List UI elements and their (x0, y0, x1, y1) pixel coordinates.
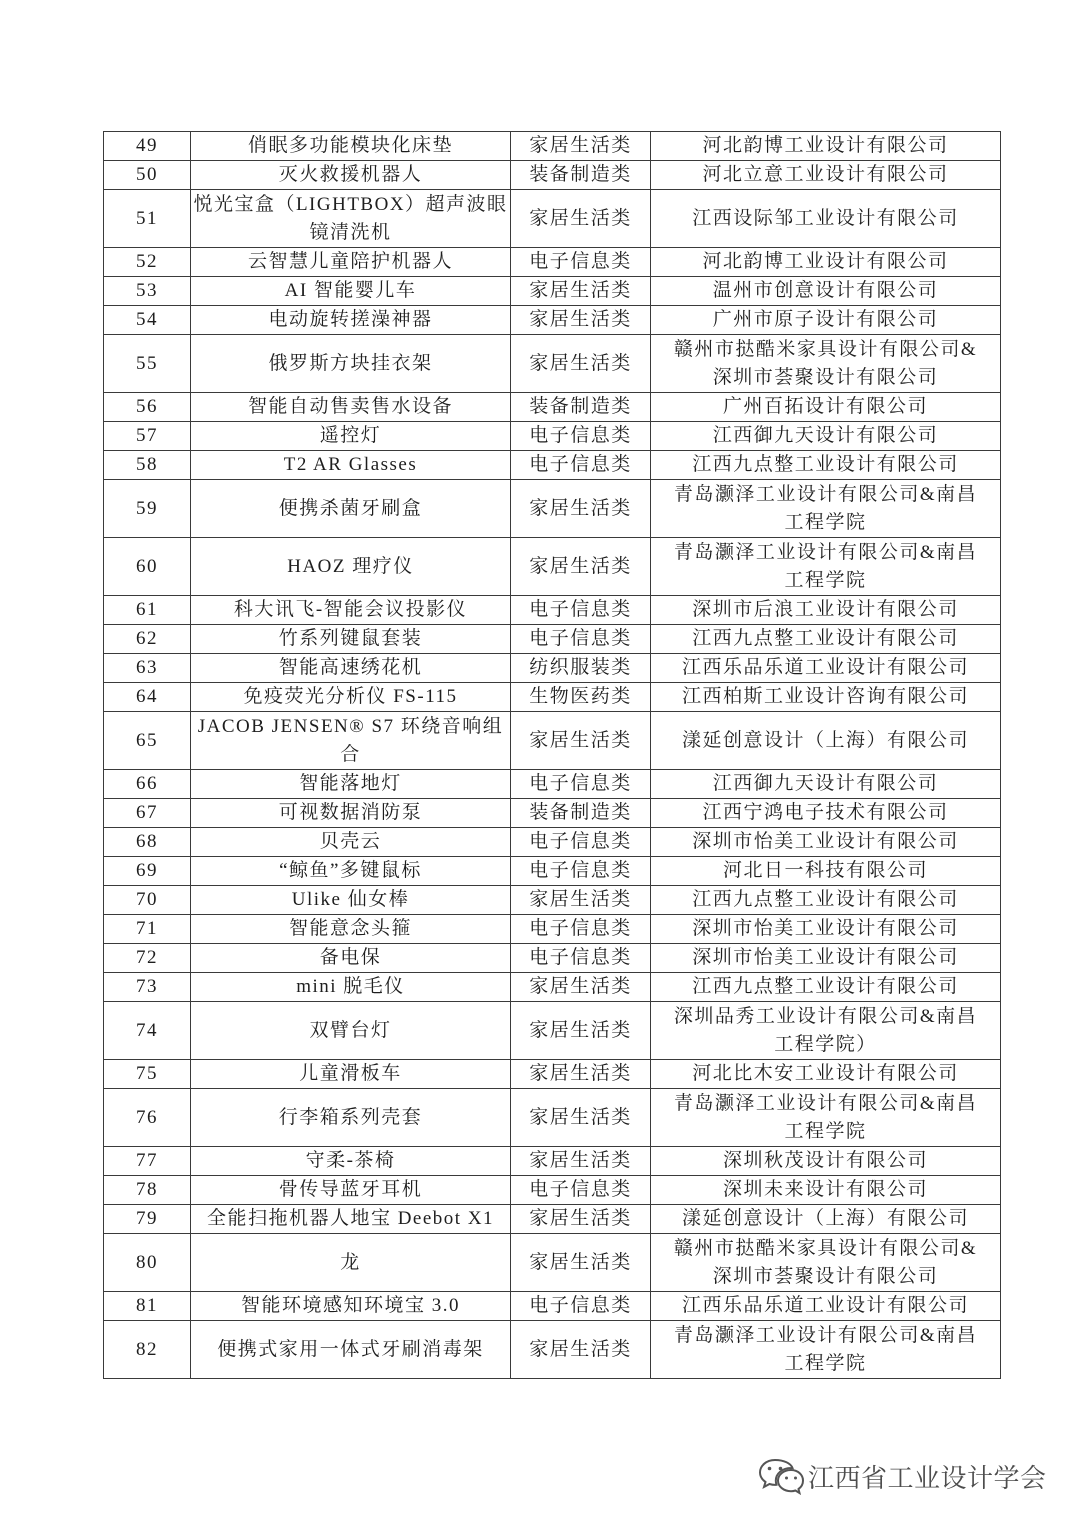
row-number-cell: 51 (104, 190, 191, 248)
company-cell: 广州百拓设计有限公司 (651, 393, 1001, 422)
company-cell: 河北比木安工业设计有限公司 (651, 1060, 1001, 1089)
category-cell: 电子信息类 (511, 828, 651, 857)
row-number-cell: 81 (104, 1292, 191, 1321)
company-cell: 江西乐品乐道工业设计有限公司 (651, 654, 1001, 683)
category-cell: 家居生活类 (511, 1205, 651, 1234)
product-name-cell: 守柔-茶椅 (191, 1147, 511, 1176)
company-cell: 江西柏斯工业设计咨询有限公司 (651, 683, 1001, 712)
row-number-cell: 68 (104, 828, 191, 857)
product-name-cell: 俏眠多功能模块化床垫 (191, 132, 511, 161)
company-cell: 江西九点整工业设计有限公司 (651, 625, 1001, 654)
product-name-cell: 备电保 (191, 944, 511, 973)
table-row (104, 161, 1001, 190)
company-cell: 深圳秋茂设计有限公司 (651, 1147, 1001, 1176)
product-name-cell: 悦光宝盒（LIGHTBOX）超声波眼镜清洗机 (191, 190, 511, 248)
company-cell: 深圳市怡美工业设计有限公司 (651, 915, 1001, 944)
table-row (104, 1089, 1001, 1147)
product-name-cell: 灭火救援机器人 (191, 161, 511, 190)
table-row (104, 190, 1001, 248)
table-row (104, 625, 1001, 654)
category-cell: 装备制造类 (511, 161, 651, 190)
category-cell: 电子信息类 (511, 422, 651, 451)
company-cell: 江西九点整工业设计有限公司 (651, 451, 1001, 480)
table-row (104, 915, 1001, 944)
company-cell: 深圳未来设计有限公司 (651, 1176, 1001, 1205)
category-cell: 家居生活类 (511, 1147, 651, 1176)
product-name-cell: 龙 (191, 1234, 511, 1292)
row-number-cell: 77 (104, 1147, 191, 1176)
product-name-cell: 俄罗斯方块挂衣架 (191, 335, 511, 393)
product-name-cell: 儿童滑板车 (191, 1060, 511, 1089)
company-cell: 江西设际邹工业设计有限公司 (651, 190, 1001, 248)
table-row (104, 828, 1001, 857)
company-cell: 青岛灏泽工业设计有限公司&南昌工程学院 (651, 538, 1001, 596)
product-name-cell: mini 脱毛仪 (191, 973, 511, 1002)
row-number-cell: 76 (104, 1089, 191, 1147)
row-number-cell: 54 (104, 306, 191, 335)
company-cell: 漾延创意设计（上海）有限公司 (651, 712, 1001, 770)
row-number-cell: 69 (104, 857, 191, 886)
row-number-cell: 55 (104, 335, 191, 393)
category-cell: 电子信息类 (511, 770, 651, 799)
table-row (104, 1060, 1001, 1089)
category-cell: 家居生活类 (511, 480, 651, 538)
category-cell: 家居生活类 (511, 335, 651, 393)
product-name-cell: 可视数据消防泵 (191, 799, 511, 828)
category-cell: 电子信息类 (511, 1176, 651, 1205)
company-cell: 深圳市怡美工业设计有限公司 (651, 828, 1001, 857)
product-name-cell: 科大讯飞-智能会议投影仪 (191, 596, 511, 625)
product-name-cell: 便携杀菌牙刷盒 (191, 480, 511, 538)
row-number-cell: 64 (104, 683, 191, 712)
category-cell: 家居生活类 (511, 306, 651, 335)
category-cell: 家居生活类 (511, 538, 651, 596)
company-cell: 河北韵博工业设计有限公司 (651, 248, 1001, 277)
company-cell: 河北韵博工业设计有限公司 (651, 132, 1001, 161)
product-name-cell: 贝壳云 (191, 828, 511, 857)
company-cell: 赣州市挞酷米家具设计有限公司&深圳市荟聚设计有限公司 (651, 1234, 1001, 1292)
company-cell: 河北立意工业设计有限公司 (651, 161, 1001, 190)
product-name-cell: 双臂台灯 (191, 1002, 511, 1060)
company-cell: 温州市创意设计有限公司 (651, 277, 1001, 306)
row-number-cell: 60 (104, 538, 191, 596)
row-number-cell: 74 (104, 1002, 191, 1060)
wechat-account-watermark (758, 1456, 1047, 1496)
table-row (104, 1292, 1001, 1321)
category-cell: 纺织服装类 (511, 654, 651, 683)
category-cell: 家居生活类 (511, 886, 651, 915)
company-cell: 广州市原子设计有限公司 (651, 306, 1001, 335)
table-row (104, 422, 1001, 451)
company-cell: 河北日一科技有限公司 (651, 857, 1001, 886)
product-name-cell: 骨传导蓝牙耳机 (191, 1176, 511, 1205)
table-row (104, 306, 1001, 335)
category-cell: 家居生活类 (511, 1234, 651, 1292)
row-number-cell: 52 (104, 248, 191, 277)
row-number-cell: 65 (104, 712, 191, 770)
table-row (104, 886, 1001, 915)
product-name-cell: 便携式家用一体式牙刷消毒架 (191, 1321, 511, 1379)
product-name-cell: Ulike 仙女棒 (191, 886, 511, 915)
company-cell: 青岛灏泽工业设计有限公司&南昌工程学院 (651, 1089, 1001, 1147)
row-number-cell: 78 (104, 1176, 191, 1205)
table-row (104, 799, 1001, 828)
company-cell: 青岛灏泽工业设计有限公司&南昌工程学院 (651, 1321, 1001, 1379)
table-row (104, 248, 1001, 277)
product-name-cell: HAOZ 理疗仪 (191, 538, 511, 596)
category-cell: 电子信息类 (511, 625, 651, 654)
company-cell: 深圳市后浪工业设计有限公司 (651, 596, 1001, 625)
table-row (104, 1176, 1001, 1205)
table-row (104, 393, 1001, 422)
table-row (104, 132, 1001, 161)
category-cell: 装备制造类 (511, 393, 651, 422)
table-row (104, 857, 1001, 886)
product-name-cell: 智能意念头箍 (191, 915, 511, 944)
row-number-cell: 79 (104, 1205, 191, 1234)
product-name-cell: 全能扫拖机器人地宝 Deebot X1 (191, 1205, 511, 1234)
table-row (104, 480, 1001, 538)
product-name-cell: 智能环境感知环境宝 3.0 (191, 1292, 511, 1321)
table-row (104, 1205, 1001, 1234)
table-row (104, 654, 1001, 683)
product-name-cell: 智能落地灯 (191, 770, 511, 799)
category-cell: 家居生活类 (511, 1089, 651, 1147)
table-row (104, 277, 1001, 306)
table-row (104, 1147, 1001, 1176)
table-row (104, 335, 1001, 393)
category-cell: 电子信息类 (511, 596, 651, 625)
row-number-cell: 71 (104, 915, 191, 944)
row-number-cell: 73 (104, 973, 191, 1002)
table-row (104, 973, 1001, 1002)
row-number-cell: 49 (104, 132, 191, 161)
table-row (104, 1234, 1001, 1292)
product-name-cell: 行李箱系列壳套 (191, 1089, 511, 1147)
product-name-cell: “鲸鱼”多键鼠标 (191, 857, 511, 886)
category-cell: 电子信息类 (511, 915, 651, 944)
award-list-sheet (103, 131, 1000, 1379)
product-name-cell: 电动旋转搓澡神器 (191, 306, 511, 335)
category-cell: 电子信息类 (511, 248, 651, 277)
company-cell: 赣州市挞酷米家具设计有限公司&深圳市荟聚设计有限公司 (651, 335, 1001, 393)
category-cell: 家居生活类 (511, 1060, 651, 1089)
table-row (104, 538, 1001, 596)
company-cell: 江西乐品乐道工业设计有限公司 (651, 1292, 1001, 1321)
product-name-cell: T2 AR Glasses (191, 451, 511, 480)
category-cell: 家居生活类 (511, 712, 651, 770)
company-cell: 深圳品秀工业设计有限公司&南昌工程学院） (651, 1002, 1001, 1060)
product-name-cell: AI 智能婴儿车 (191, 277, 511, 306)
row-number-cell: 57 (104, 422, 191, 451)
product-name-cell: 智能自动售卖售水设备 (191, 393, 511, 422)
row-number-cell: 53 (104, 277, 191, 306)
company-cell: 漾延创意设计（上海）有限公司 (651, 1205, 1001, 1234)
company-cell: 江西宁鸿电子技术有限公司 (651, 799, 1001, 828)
table-row (104, 712, 1001, 770)
table-row (104, 1002, 1001, 1060)
product-name-cell: 竹系列键鼠套装 (191, 625, 511, 654)
watermark-account-name: 江西省工业设计学会 (808, 1463, 1047, 1494)
product-name-cell: 智能高速绣花机 (191, 654, 511, 683)
row-number-cell: 80 (104, 1234, 191, 1292)
table-row (104, 451, 1001, 480)
category-cell: 家居生活类 (511, 1321, 651, 1379)
category-cell: 电子信息类 (511, 944, 651, 973)
row-number-cell: 58 (104, 451, 191, 480)
category-cell: 电子信息类 (511, 1292, 651, 1321)
row-number-cell: 50 (104, 161, 191, 190)
category-cell: 家居生活类 (511, 973, 651, 1002)
table-row (104, 1321, 1001, 1379)
row-number-cell: 59 (104, 480, 191, 538)
wechat-icon (758, 1456, 804, 1496)
row-number-cell: 56 (104, 393, 191, 422)
table-row (104, 770, 1001, 799)
product-name-cell: 免疫荧光分析仪 FS-115 (191, 683, 511, 712)
category-cell: 生物医药类 (511, 683, 651, 712)
row-number-cell: 67 (104, 799, 191, 828)
product-name-cell: JACOB JENSEN® S7 环绕音响组合 (191, 712, 511, 770)
table-row (104, 683, 1001, 712)
company-cell: 青岛灏泽工业设计有限公司&南昌工程学院 (651, 480, 1001, 538)
row-number-cell: 75 (104, 1060, 191, 1089)
category-cell: 家居生活类 (511, 1002, 651, 1060)
company-cell: 江西九点整工业设计有限公司 (651, 973, 1001, 1002)
product-name-cell: 遥控灯 (191, 422, 511, 451)
row-number-cell: 70 (104, 886, 191, 915)
category-cell: 电子信息类 (511, 857, 651, 886)
row-number-cell: 82 (104, 1321, 191, 1379)
table-row (104, 596, 1001, 625)
row-number-cell: 63 (104, 654, 191, 683)
row-number-cell: 66 (104, 770, 191, 799)
row-number-cell: 72 (104, 944, 191, 973)
company-cell: 江西九点整工业设计有限公司 (651, 886, 1001, 915)
category-cell: 装备制造类 (511, 799, 651, 828)
category-cell: 电子信息类 (511, 451, 651, 480)
category-cell: 家居生活类 (511, 132, 651, 161)
category-cell: 家居生活类 (511, 190, 651, 248)
category-cell: 家居生活类 (511, 277, 651, 306)
product-name-cell: 云智慧儿童陪护机器人 (191, 248, 511, 277)
company-cell: 深圳市怡美工业设计有限公司 (651, 944, 1001, 973)
company-cell: 江西御九天设计有限公司 (651, 422, 1001, 451)
award-list-table (103, 131, 1001, 1379)
row-number-cell: 61 (104, 596, 191, 625)
company-cell: 江西御九天设计有限公司 (651, 770, 1001, 799)
table-row (104, 944, 1001, 973)
row-number-cell: 62 (104, 625, 191, 654)
